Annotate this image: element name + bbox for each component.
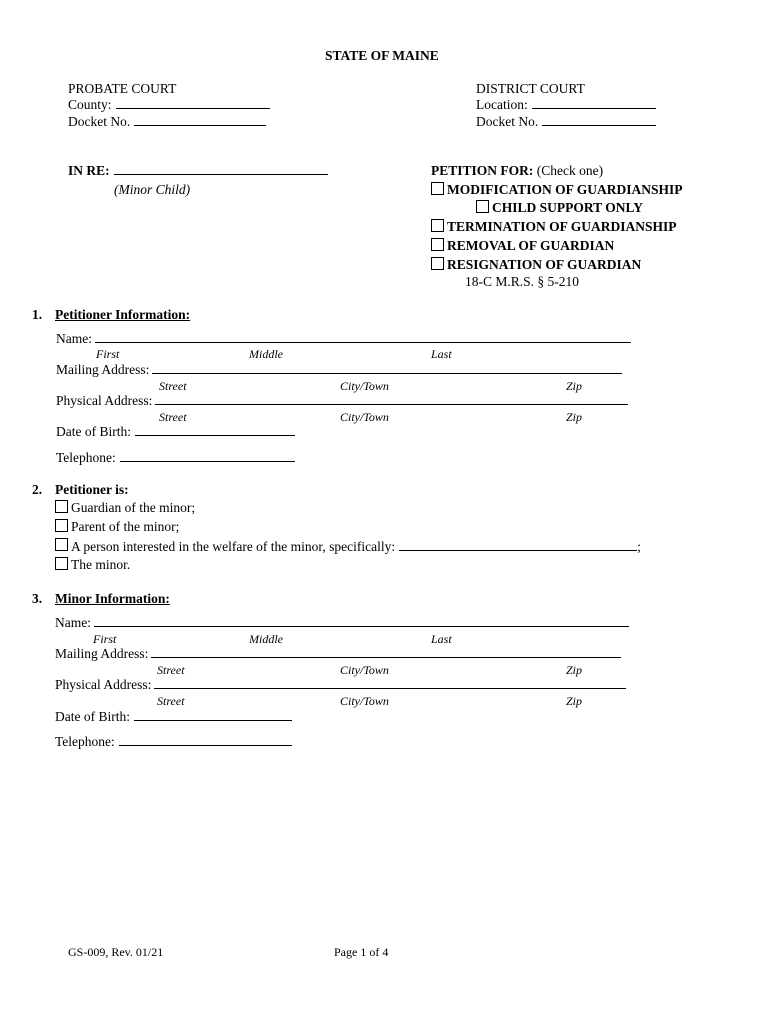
petitioner-physical-zip-caption: Zip: [566, 410, 583, 424]
minor-mailing-street-caption: Street: [157, 663, 185, 677]
option-termination: [431, 219, 677, 235]
petitioner-type-minor: [55, 557, 130, 573]
minor-child-caption: (Minor Child): [114, 182, 191, 197]
petition-for-hint: (Check one): [536, 163, 604, 178]
option-child-support: [476, 200, 643, 216]
checkbox-modification[interactable]: [431, 182, 444, 195]
petitioner-physical-label: Physical Address:: [56, 393, 153, 408]
petitioner-name-label: Name:: [56, 331, 92, 346]
petitioner-physical-city-caption: City/Town: [340, 410, 389, 424]
checkbox-minor[interactable]: [55, 557, 68, 570]
checkbox-termination[interactable]: [431, 219, 444, 232]
docket-label-right: Docket No.: [476, 114, 539, 129]
minor-physical-zip-caption: Zip: [566, 694, 583, 708]
petitioner-type-interested-label: A person interested in the welfare of the minor, specifically:: [71, 539, 396, 554]
option-removal: [431, 238, 614, 254]
petitioner-name-field: [56, 331, 631, 347]
option-modification-label: MODIFICATION OF GUARDIANSHIP: [447, 182, 683, 197]
minor-middle-caption: Middle: [249, 632, 283, 646]
petitioner-mailing-field: [56, 362, 622, 378]
petitioner-type-minor-label: The minor.: [71, 557, 131, 572]
petitioner-type-guardian-label: Guardian of the minor;: [71, 500, 196, 515]
minor-first-caption: First: [93, 632, 117, 646]
minor-mailing-field: [55, 646, 621, 662]
petitioner-mailing-input[interactable]: [152, 362, 622, 374]
petition-for-label: PETITION FOR:: [431, 163, 534, 178]
checkbox-parent[interactable]: [55, 519, 68, 532]
interested-specifically-input[interactable]: [399, 539, 637, 551]
petitioner-middle-caption: Middle: [249, 347, 283, 361]
petitioner-mailing-label: Mailing Address:: [56, 362, 150, 377]
section1-title: Petitioner Information:: [55, 307, 191, 322]
petitioner-physical-input[interactable]: [155, 393, 628, 405]
minor-physical-field: [55, 677, 626, 693]
petitioner-type-parent: [55, 519, 179, 535]
option-modification: [431, 182, 683, 198]
checkbox-removal[interactable]: [431, 238, 444, 251]
minor-phone-label: Telephone:: [55, 734, 115, 749]
minor-dob-label: Date of Birth:: [55, 709, 130, 724]
petitioner-phone-input[interactable]: [120, 450, 295, 462]
petitioner-phone-field: [56, 450, 295, 466]
petitioner-mailing-city-caption: City/Town: [340, 379, 389, 393]
petitioner-dob-input[interactable]: [135, 424, 295, 436]
checkbox-guardian[interactable]: [55, 500, 68, 513]
option-termination-label: TERMINATION OF GUARDIANSHIP: [447, 219, 677, 234]
minor-physical-input[interactable]: [154, 677, 626, 689]
petitioner-type-parent-label: Parent of the minor;: [71, 519, 180, 534]
minor-physical-street-caption: Street: [157, 694, 185, 708]
option-child-support-label: CHILD SUPPORT ONLY: [492, 200, 644, 215]
county-field: [68, 97, 270, 113]
petitioner-type-interested: [55, 538, 641, 555]
district-court-label: DISTRICT COURT: [476, 81, 585, 96]
minor-phone-input[interactable]: [119, 734, 292, 746]
location-field: [476, 97, 656, 113]
checkbox-interested-person[interactable]: [55, 538, 68, 551]
in-re-input[interactable]: [114, 163, 328, 175]
in-re-label: IN RE:: [68, 163, 110, 178]
section3-number: 3.: [32, 591, 43, 606]
petition-for-heading: [431, 163, 603, 179]
petitioner-physical-field: [56, 393, 628, 409]
checkbox-child-support[interactable]: [476, 200, 489, 213]
page-number: Page 1 of 4: [334, 945, 389, 959]
minor-mailing-input[interactable]: [151, 646, 621, 658]
petitioner-physical-street-caption: Street: [159, 410, 187, 424]
in-re-field: [68, 163, 328, 179]
minor-physical-city-caption: City/Town: [340, 694, 389, 708]
minor-last-caption: Last: [431, 632, 452, 646]
county-label: County:: [68, 97, 112, 112]
minor-mailing-label: Mailing Address:: [55, 646, 149, 661]
minor-name-field: [55, 615, 629, 631]
minor-dob-field: [55, 709, 292, 725]
probate-court-label: PROBATE COURT: [68, 81, 177, 96]
minor-physical-label: Physical Address:: [55, 677, 152, 692]
docket-field-right: [476, 114, 656, 130]
option-resignation: [431, 257, 641, 273]
minor-name-input[interactable]: [94, 615, 629, 627]
petitioner-dob-field: [56, 424, 295, 440]
location-label: Location:: [476, 97, 528, 112]
section3-title: Minor Information:: [55, 591, 170, 606]
statute-reference: 18-C M.R.S. § 5-210: [465, 274, 580, 289]
form-id: GS-009, Rev. 01/21: [68, 945, 164, 959]
docket-label-left: Docket No.: [68, 114, 131, 129]
location-input[interactable]: [532, 97, 656, 109]
petitioner-phone-label: Telephone:: [56, 450, 116, 465]
petitioner-last-caption: Last: [431, 347, 452, 361]
page-title: STATE OF MAINE: [325, 48, 439, 63]
minor-name-label: Name:: [55, 615, 91, 630]
minor-dob-input[interactable]: [134, 709, 292, 721]
petitioner-mailing-street-caption: Street: [159, 379, 187, 393]
county-input[interactable]: [116, 97, 270, 109]
docket-input-right[interactable]: [542, 114, 656, 126]
section2-number: 2.: [32, 482, 43, 497]
minor-mailing-city-caption: City/Town: [340, 663, 389, 677]
section2-title: Petitioner is:: [55, 482, 129, 497]
petitioner-type-guardian: [55, 500, 195, 516]
interested-semicolon: ;: [637, 539, 641, 554]
section1-number: 1.: [32, 307, 43, 322]
petitioner-dob-label: Date of Birth:: [56, 424, 131, 439]
docket-field-left: [68, 114, 266, 130]
minor-phone-field: [55, 734, 292, 750]
petitioner-name-input[interactable]: [95, 331, 631, 343]
option-removal-label: REMOVAL OF GUARDIAN: [447, 238, 615, 253]
petitioner-mailing-zip-caption: Zip: [566, 379, 583, 393]
checkbox-resignation[interactable]: [431, 257, 444, 270]
minor-mailing-zip-caption: Zip: [566, 663, 583, 677]
docket-input-left[interactable]: [134, 114, 266, 126]
petitioner-first-caption: First: [96, 347, 120, 361]
option-resignation-label: RESIGNATION OF GUARDIAN: [447, 257, 642, 272]
